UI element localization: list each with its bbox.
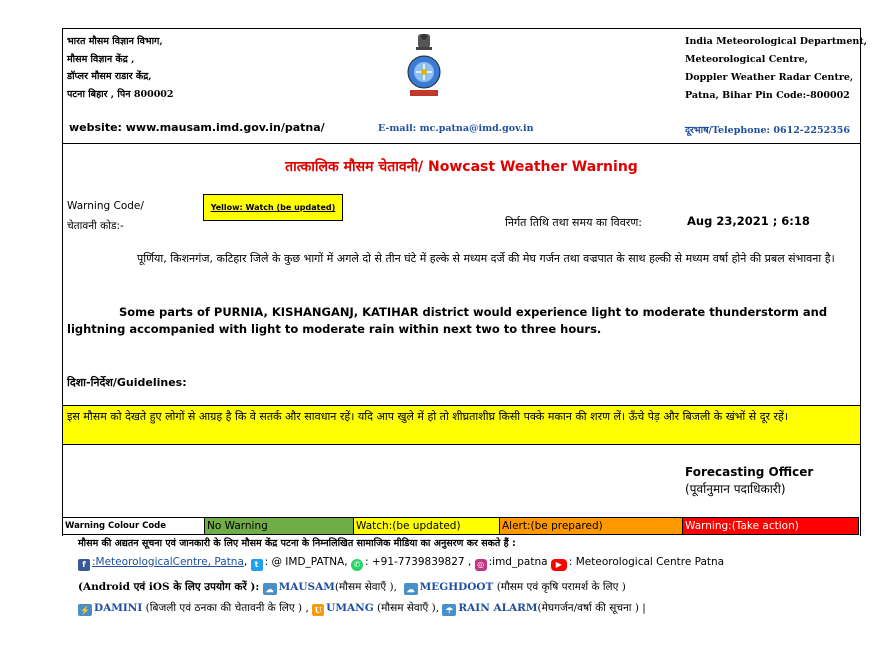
whatsapp-number[interactable]: : +91-7739839827 , bbox=[364, 556, 472, 568]
guidelines-band bbox=[63, 405, 860, 445]
whatsapp-icon: ✆ bbox=[351, 559, 363, 571]
hindi-address-line: भारत मौसम विज्ञान विभाग, bbox=[67, 36, 163, 47]
umang-app-icon: U bbox=[312, 604, 324, 616]
officer-title-hindi: (पूर्वानुमान पदाधिकारी) bbox=[685, 482, 786, 496]
telephone-number: दूरभाष/Telephone: 0612-2252356 bbox=[685, 125, 851, 136]
english-address-line: Patna, Bihar Pin Code:-800002 bbox=[685, 90, 850, 101]
warning-code-badge: Yellow: Watch (be updated) bbox=[203, 194, 343, 221]
meghdoot-app-desc: (मौसम एवं कृषि परामर्श के लिए ) bbox=[496, 581, 626, 593]
hindi-address-line: मौसम विज्ञान केंद्र , bbox=[67, 53, 135, 65]
issue-datetime-label: निर्गत तिथि तथा समय का विवरण: bbox=[505, 216, 642, 229]
mausam-app-desc: (मौसम सेवाएँ ), bbox=[334, 581, 397, 593]
english-address bbox=[685, 33, 867, 105]
hindi-address bbox=[67, 33, 174, 103]
damini-app-desc: (बिजली एवं ठनका की चेतावनी के लिए ) , bbox=[145, 602, 309, 614]
english-address-line: Meteorological Centre, bbox=[685, 54, 808, 65]
social-media-intro: मौसम की अद्यतन सूचना एवं जानकारी के लिए मौसम केंद्र पटना के निम्नलिखित सामाजिक मीडिया का अनुसरण कर सकते हैं : bbox=[78, 538, 516, 549]
twitter-icon: t bbox=[251, 559, 263, 571]
instagram-icon: ◎ bbox=[475, 559, 487, 571]
facebook-icon: f bbox=[78, 559, 90, 571]
youtube-icon: ▶ bbox=[551, 559, 567, 571]
damini-app-link[interactable]: DAMINI bbox=[94, 602, 143, 614]
twitter-handle[interactable]: : @ IMD_PATNA, bbox=[264, 556, 348, 568]
email-link[interactable]: E-mail: mc.patna@imd.gov.in bbox=[378, 123, 534, 134]
english-address-line: India Meteorological Department, bbox=[685, 36, 867, 47]
national-emblem-icon bbox=[404, 32, 444, 100]
youtube-channel[interactable]: : Meteorological Centre Patna bbox=[568, 556, 725, 568]
mausam-app-icon: ☁ bbox=[263, 583, 277, 595]
umang-app-link[interactable]: UMANG bbox=[326, 602, 374, 614]
social-media-links: f :MeteorologicalCentre, Patna, t : @ IMD_PATNA, ✆ : +91-7739839827 , ◎ :imd_patna ▶ : Meteorological Centre Patna bbox=[78, 556, 724, 571]
warning-code-label-line: Warning Code/ bbox=[67, 200, 144, 212]
legend-no-warning: No Warning bbox=[205, 518, 354, 534]
forecasting-officer bbox=[685, 464, 813, 498]
rain-alarm-app-desc: (मेघगर्जन/वर्षा की सूचना ) | bbox=[537, 602, 646, 614]
umang-app-desc: (मौसम सेवाएँ ), bbox=[377, 602, 440, 614]
warning-code-label bbox=[67, 196, 144, 236]
meghdoot-app-icon: ☁ bbox=[404, 583, 418, 595]
guidelines-heading: दिशा-निर्देश/Guidelines: bbox=[67, 376, 187, 389]
legend-label: Warning Colour Code bbox=[63, 518, 205, 534]
mobile-apps-row-1 bbox=[78, 580, 626, 595]
warning-colour-legend bbox=[62, 517, 859, 535]
apps-intro: (Android एवं iOS के लिए उपयोग करें ): bbox=[78, 581, 260, 593]
mausam-app-link[interactable]: MAUSAM bbox=[278, 581, 335, 593]
instagram-handle[interactable]: :imd_patna bbox=[488, 556, 548, 568]
warning-message-english: Some parts of PURNIA, KISHANGANJ, KATIHAR district would experience light to moderate thunderstorm and lightning accompanied with light to moderate rain within next two to three hours. bbox=[67, 305, 828, 336]
legend-warning: Warning:(Take action) bbox=[683, 518, 858, 534]
warning-bulletin bbox=[62, 28, 867, 536]
officer-title: Forecasting Officer bbox=[685, 465, 814, 479]
hindi-address-line: डॉप्लर मौसम राडार केंद्र, bbox=[67, 71, 152, 82]
divider bbox=[63, 143, 860, 144]
warning-message-hindi: पूर्णिया, किशनगंज, कटिहार जिले के कुछ भागों में अगले दो से तीन घंटे में हल्के से मध्यम दर्जे की मेघ गर्जन तथा वज्रपात के साथ हल्की से मध्यम वर्षा होने की प्रबल संभावना है। bbox=[137, 252, 835, 265]
page-title: तात्कालिक मौसम चेतावनी/ Nowcast Weather Warning bbox=[285, 159, 638, 175]
english-address-line: Doppler Weather Radar Centre, bbox=[685, 72, 854, 83]
rain-alarm-app-icon: ☂ bbox=[442, 604, 456, 616]
legend-watch: Watch:(be updated) bbox=[354, 518, 500, 534]
guidelines-text: इस मौसम को देखते हुए लोगों से आग्रह है कि वे सतर्क और सावधान रहें। यदि आप खुले में हो तो शीघ्रताशीघ्र किसी पक्के मकान की शरण लें। ऊँचे पेड़ और बिजली के खंभों से दूर रहें। bbox=[67, 410, 789, 423]
rain-alarm-app-link[interactable]: RAIN ALARM bbox=[458, 602, 538, 614]
website-link[interactable]: website: www.mausam.imd.gov.in/patna/ bbox=[69, 121, 325, 134]
warning-code-label-line: चेतावनी कोड:- bbox=[67, 220, 124, 232]
hindi-address-line: पटना बिहार , पिन 800002 bbox=[67, 88, 174, 100]
issue-datetime-value: Aug 23,2021 ; 6:18 bbox=[687, 214, 810, 228]
damini-app-icon: ⚡ bbox=[78, 604, 92, 616]
meghdoot-app-link[interactable]: MEGHDOOT bbox=[419, 581, 494, 593]
mobile-apps-row-2 bbox=[78, 601, 646, 616]
facebook-link[interactable]: :MeteorologicalCentre, Patna bbox=[92, 556, 244, 568]
legend-alert: Alert:(be prepared) bbox=[500, 518, 683, 534]
